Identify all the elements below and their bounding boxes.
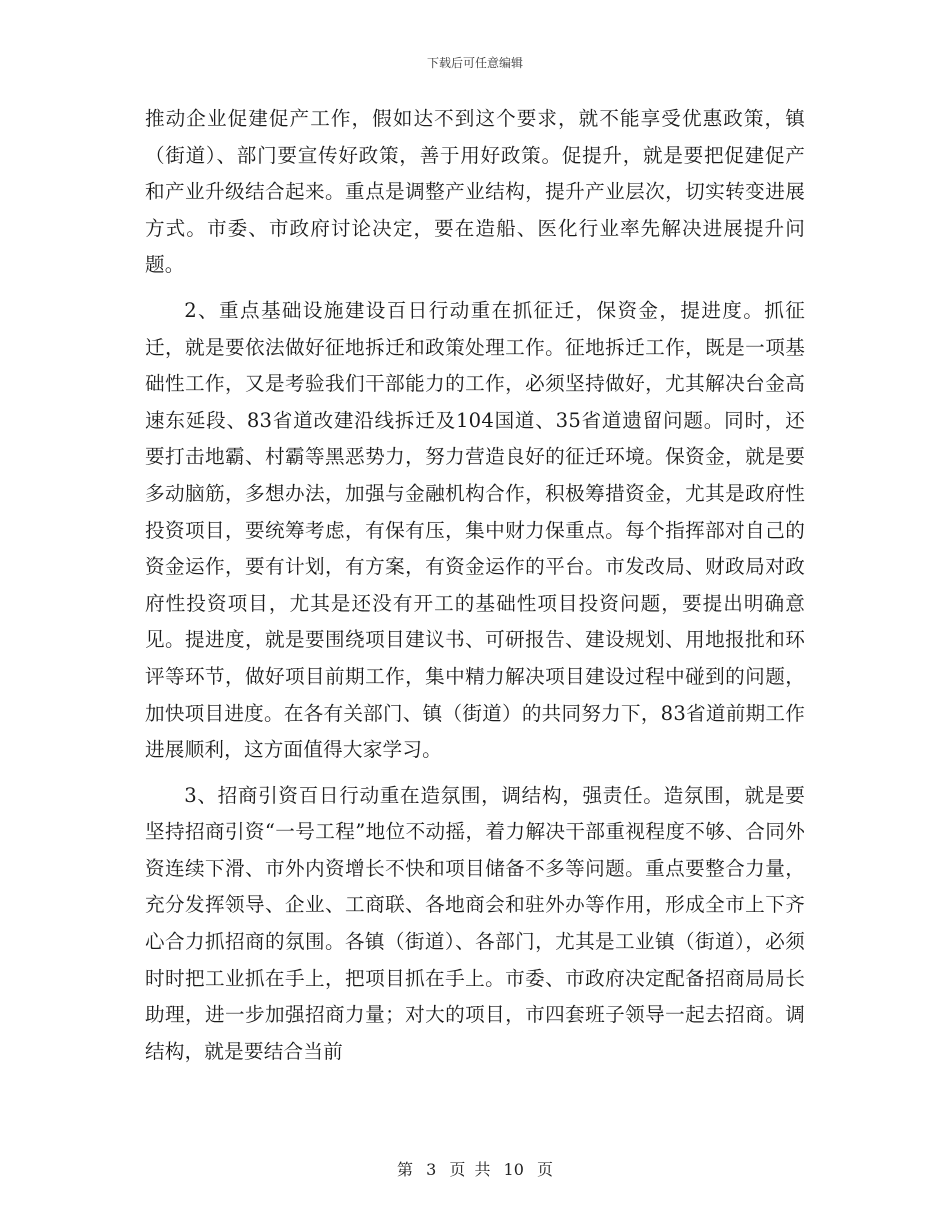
footer-middle: 页 共 [449, 1160, 491, 1179]
paragraph-investment: 3、招商引资百日行动重在造氛围，调结构，强责任。造氛围，就是要坚持招商引资“一号工程”地位不动摇，着力解决干部重视程度不够、合同外资连续下滑、市外内资增长不快和项目储备不多等问题。重点要整合力量，充分发挥领导、企业、工商联、各地商会和驻外办等作用，形成全市上下齐心合力抓招商的氛围。各镇（街道）、各部门，尤其是工业镇（街道），必须时时把工业抓在手上，把项目抓在手上。市委、市政府决定配备招商局局长助理，进一步加强招商力量；对大的项目，市四套班子领导一起去招商。调结构，就是要结合当前 [145, 783, 805, 1063]
document-body [145, 101, 805, 1079]
footer-suffix: 页 [537, 1160, 554, 1179]
paragraph-continuation: 推动企业促建促产工作，假如达不到这个要求，就不能享受优惠政策，镇（街道）、部门要宣传好政策，善于用好政策。促提升，就是要把促建促产和产业升级结合起来。重点是调整产业结构，提升产业层次，切实转变进展方式。市委、市政府讨论决定，要在造船、医化行业率先解决进展提升问题。 [145, 107, 805, 277]
page-footer [0, 1157, 950, 1180]
paragraph-infrastructure: 2、重点基础设施建设百日行动重在抓征迁，保资金，提进度。抓征迁，就是要依法做好征地拆迁和政策处理工作。征地拆迁工作，既是一项基础性工作，又是考验我们干部能力的工作，必须坚持做好，尤其解决台金高速东延段、83省道改建沿线拆迁及104国道、35省道遗留问题。同时，还要打击地霸、村霸等黑恶势力，努力营造良好的征迁环境。保资金，就是要多动脑筋，多想办法，加强与金融机构合作，积极筹措资金，尤其是政府性投资项目，要统筹考虑，有保有压，集中财力保重点。每个指挥部对自己的资金运作，要有计划，有方案，有资金运作的平台。市发改局、财政局对政府性投资项目，尤其是还没有开工的基础性项目投资问题，要提出明确意见。提进度，就是要围绕项目建议书、可研报告、建设规划、用地报批和环评等环节，做好项目前期工作，集中精力解决项目建设过程中碰到的问题，加快项目进度。在各有关部门、镇（街道）的共同努力下，83省道前期工作进展顺利，这方面值得大家学习。 [145, 298, 805, 762]
page-header: 下载后可任意编辑 [426, 56, 523, 70]
footer-page-number: 3 [426, 1160, 437, 1179]
footer-total-pages: 10 [503, 1160, 524, 1179]
footer-prefix: 第 [396, 1160, 413, 1179]
